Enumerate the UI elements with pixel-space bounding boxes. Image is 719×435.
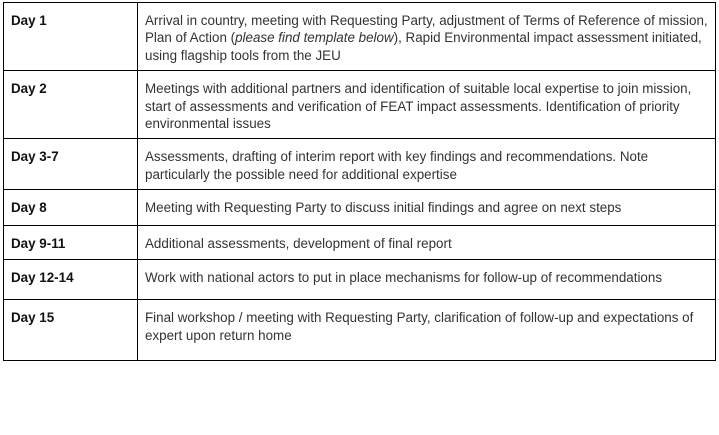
day-label: Day 15	[4, 300, 138, 361]
day-description	[138, 3, 716, 71]
day-description: Meetings with additional partners and identification of suitable local expertise to join mission, start of assessments and verification of FEAT impact assessments. Identification of priority environmental issues	[138, 71, 716, 139]
day-description: Meeting with Requesting Party to discuss initial findings and agree on next steps	[138, 190, 716, 226]
table-row	[4, 190, 716, 226]
day-label: Day 9-11	[4, 226, 138, 260]
table-row	[4, 139, 716, 190]
day-label: Day 2	[4, 71, 138, 139]
day-label: Day 1	[4, 3, 138, 71]
day-label: Day 12-14	[4, 260, 138, 300]
mission-schedule-table	[3, 2, 716, 361]
table-row	[4, 71, 716, 139]
day-description: Additional assessments, development of final report	[138, 226, 716, 260]
table-row	[4, 3, 716, 71]
description-text: Arrival in country, meeting with Requesting Party, adjustment of Terms of Reference of mission, Plan of Action (	[145, 13, 708, 46]
description-text: ), Rapid Environmental impact assessment initiated, using flagship tools from the JEU	[145, 30, 702, 63]
day-description: Assessments, drafting of interim report with key findings and recommendations. Note particularly the possible need for additional expertise	[138, 139, 716, 190]
table-row	[4, 300, 716, 361]
table-row	[4, 226, 716, 260]
day-label: Day 8	[4, 190, 138, 226]
table-row	[4, 260, 716, 300]
day-description: Final workshop / meeting with Requesting Party, clarification of follow-up and expectations of expert upon return home	[138, 300, 716, 361]
day-description: Work with national actors to put in place mechanisms for follow-up of recommendations	[138, 260, 716, 300]
day-label: Day 3-7	[4, 139, 138, 190]
template-reference: please find template below	[235, 30, 394, 46]
